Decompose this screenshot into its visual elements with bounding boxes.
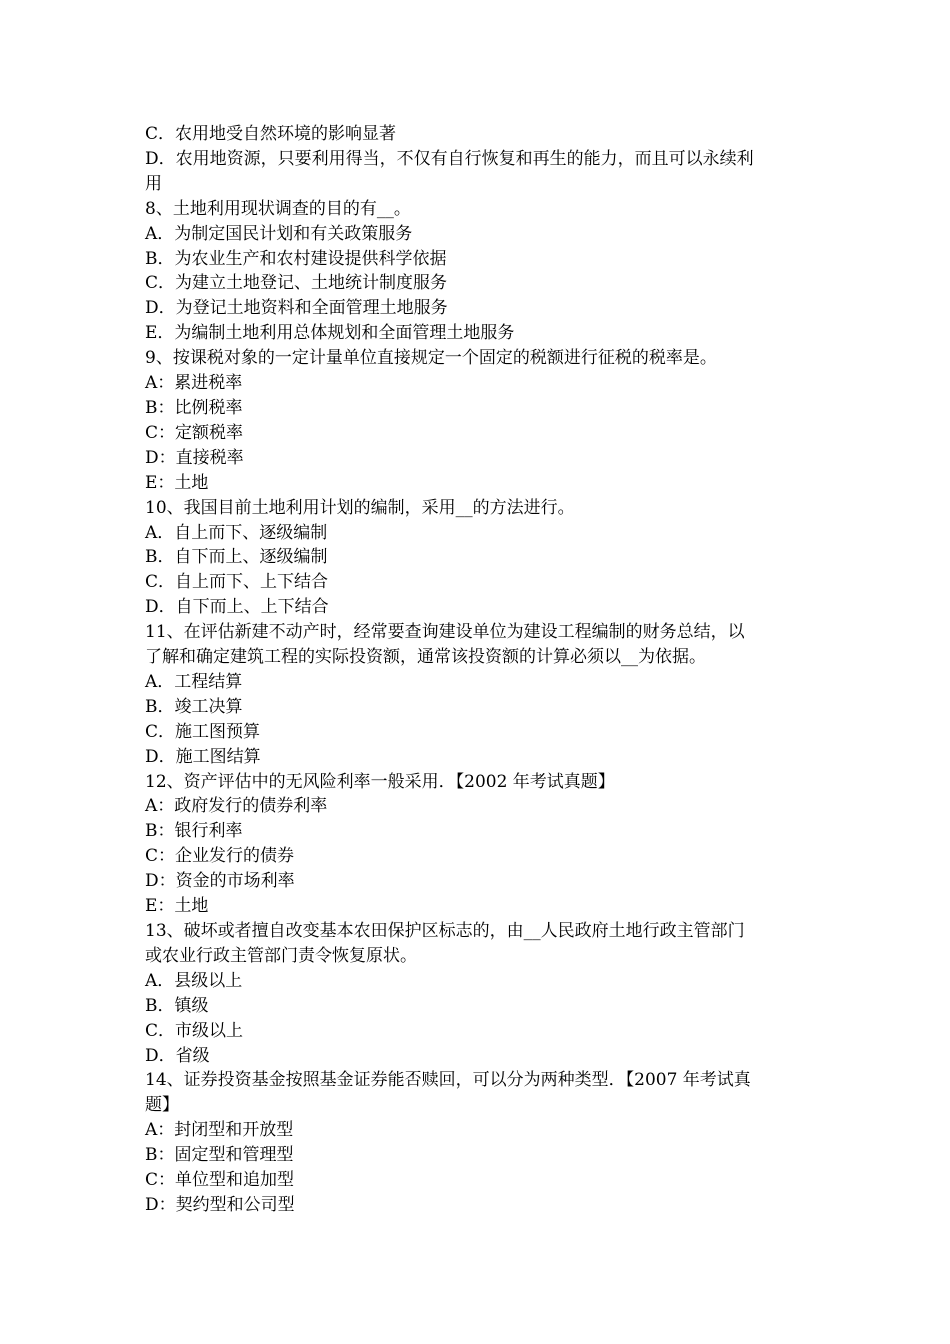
option-text: A：封闭型和开放型 (145, 1120, 294, 1141)
option-text: D．自下而上、上下结合 (145, 597, 329, 618)
option-text: C．施工图预算 (145, 721, 261, 742)
option-text: B．竣工决算 (145, 696, 243, 717)
question-text: 12、资产评估中的无风险利率一般采用．【2002 年考试真题】 (145, 771, 615, 792)
option-text: C．为建立土地登记、土地统计制度服务 (145, 273, 448, 294)
option-text: D．省级 (145, 1045, 210, 1066)
document-page (145, 122, 810, 1218)
option-text: C．市级以上 (145, 1020, 244, 1041)
option-text: A．为制定国民计划和有关政策服务 (145, 223, 413, 244)
option-text: E．为编制土地利用总体规划和全面管理土地服务 (145, 323, 515, 344)
option-text: A：累进税率 (145, 373, 243, 394)
question-text: 13、破坏或者擅自改变基本农田保护区标志的，由__人民政府土地行政主管部门 (145, 921, 745, 941)
option-text: D．为登记土地资料和全面管理土地服务 (145, 298, 448, 319)
question-text: 11、在评估新建不动产时，经常要查询建设单位为建设工程编制的财务总结，以 (145, 622, 745, 643)
option-text: D：资金的市场利率 (145, 871, 295, 892)
question-text-continued: 或农业行政主管部门责令恢复原状。 (145, 945, 417, 966)
option-text: C：单位型和追加型 (145, 1170, 295, 1191)
option-text: C．自上而下、上下结合 (145, 572, 329, 593)
option-text: C：定额税率 (145, 422, 244, 443)
option-text: B：固定型和管理型 (145, 1145, 294, 1166)
option-text: D：契约型和公司型 (145, 1194, 295, 1215)
option-text-continued: 用 (145, 173, 162, 194)
option-text: B：比例税率 (145, 397, 243, 418)
question-text: 8、土地利用现状调查的目的有__。 (145, 198, 411, 219)
option-text: A：政府发行的债券利率 (145, 796, 328, 817)
option-text: B：银行利率 (145, 821, 243, 842)
question-text: 10、我国目前土地利用计划的编制，采用__的方法进行。 (145, 497, 575, 518)
option-text: E：土地 (145, 896, 209, 917)
question-text-continued: 题】 (145, 1095, 179, 1116)
question-text: 14、证券投资基金按照基金证券能否赎回，可以分为两种类型．【2007 年考试真 (145, 1070, 751, 1091)
option-text: D．农用地资源，只要利用得当，不仅有自行恢复和再生的能力，而且可以永续利 (145, 148, 754, 169)
option-text: A．县级以上 (145, 970, 243, 991)
option-text: A．工程结算 (145, 671, 243, 692)
option-text: C：企业发行的债券 (145, 846, 295, 867)
option-text: B．自下而上、逐级编制 (145, 547, 328, 568)
option-text: B．为农业生产和农村建设提供科学依据 (145, 248, 447, 269)
option-text: A．自上而下、逐级编制 (145, 522, 328, 543)
question-text-continued: 了解和确定建筑工程的实际投资额，通常该投资额的计算必须以__为依据。 (145, 647, 706, 668)
option-text: B．镇级 (145, 995, 209, 1016)
option-text: D．施工图结算 (145, 746, 261, 767)
option-text: D：直接税率 (145, 447, 244, 468)
option-text: C．农用地受自然环境的影响显著 (145, 124, 397, 144)
question-text: 9、按课税对象的一定计量单位直接规定一个固定的税额进行征税的税率是。 (145, 348, 717, 369)
option-text: E：土地 (145, 472, 209, 493)
